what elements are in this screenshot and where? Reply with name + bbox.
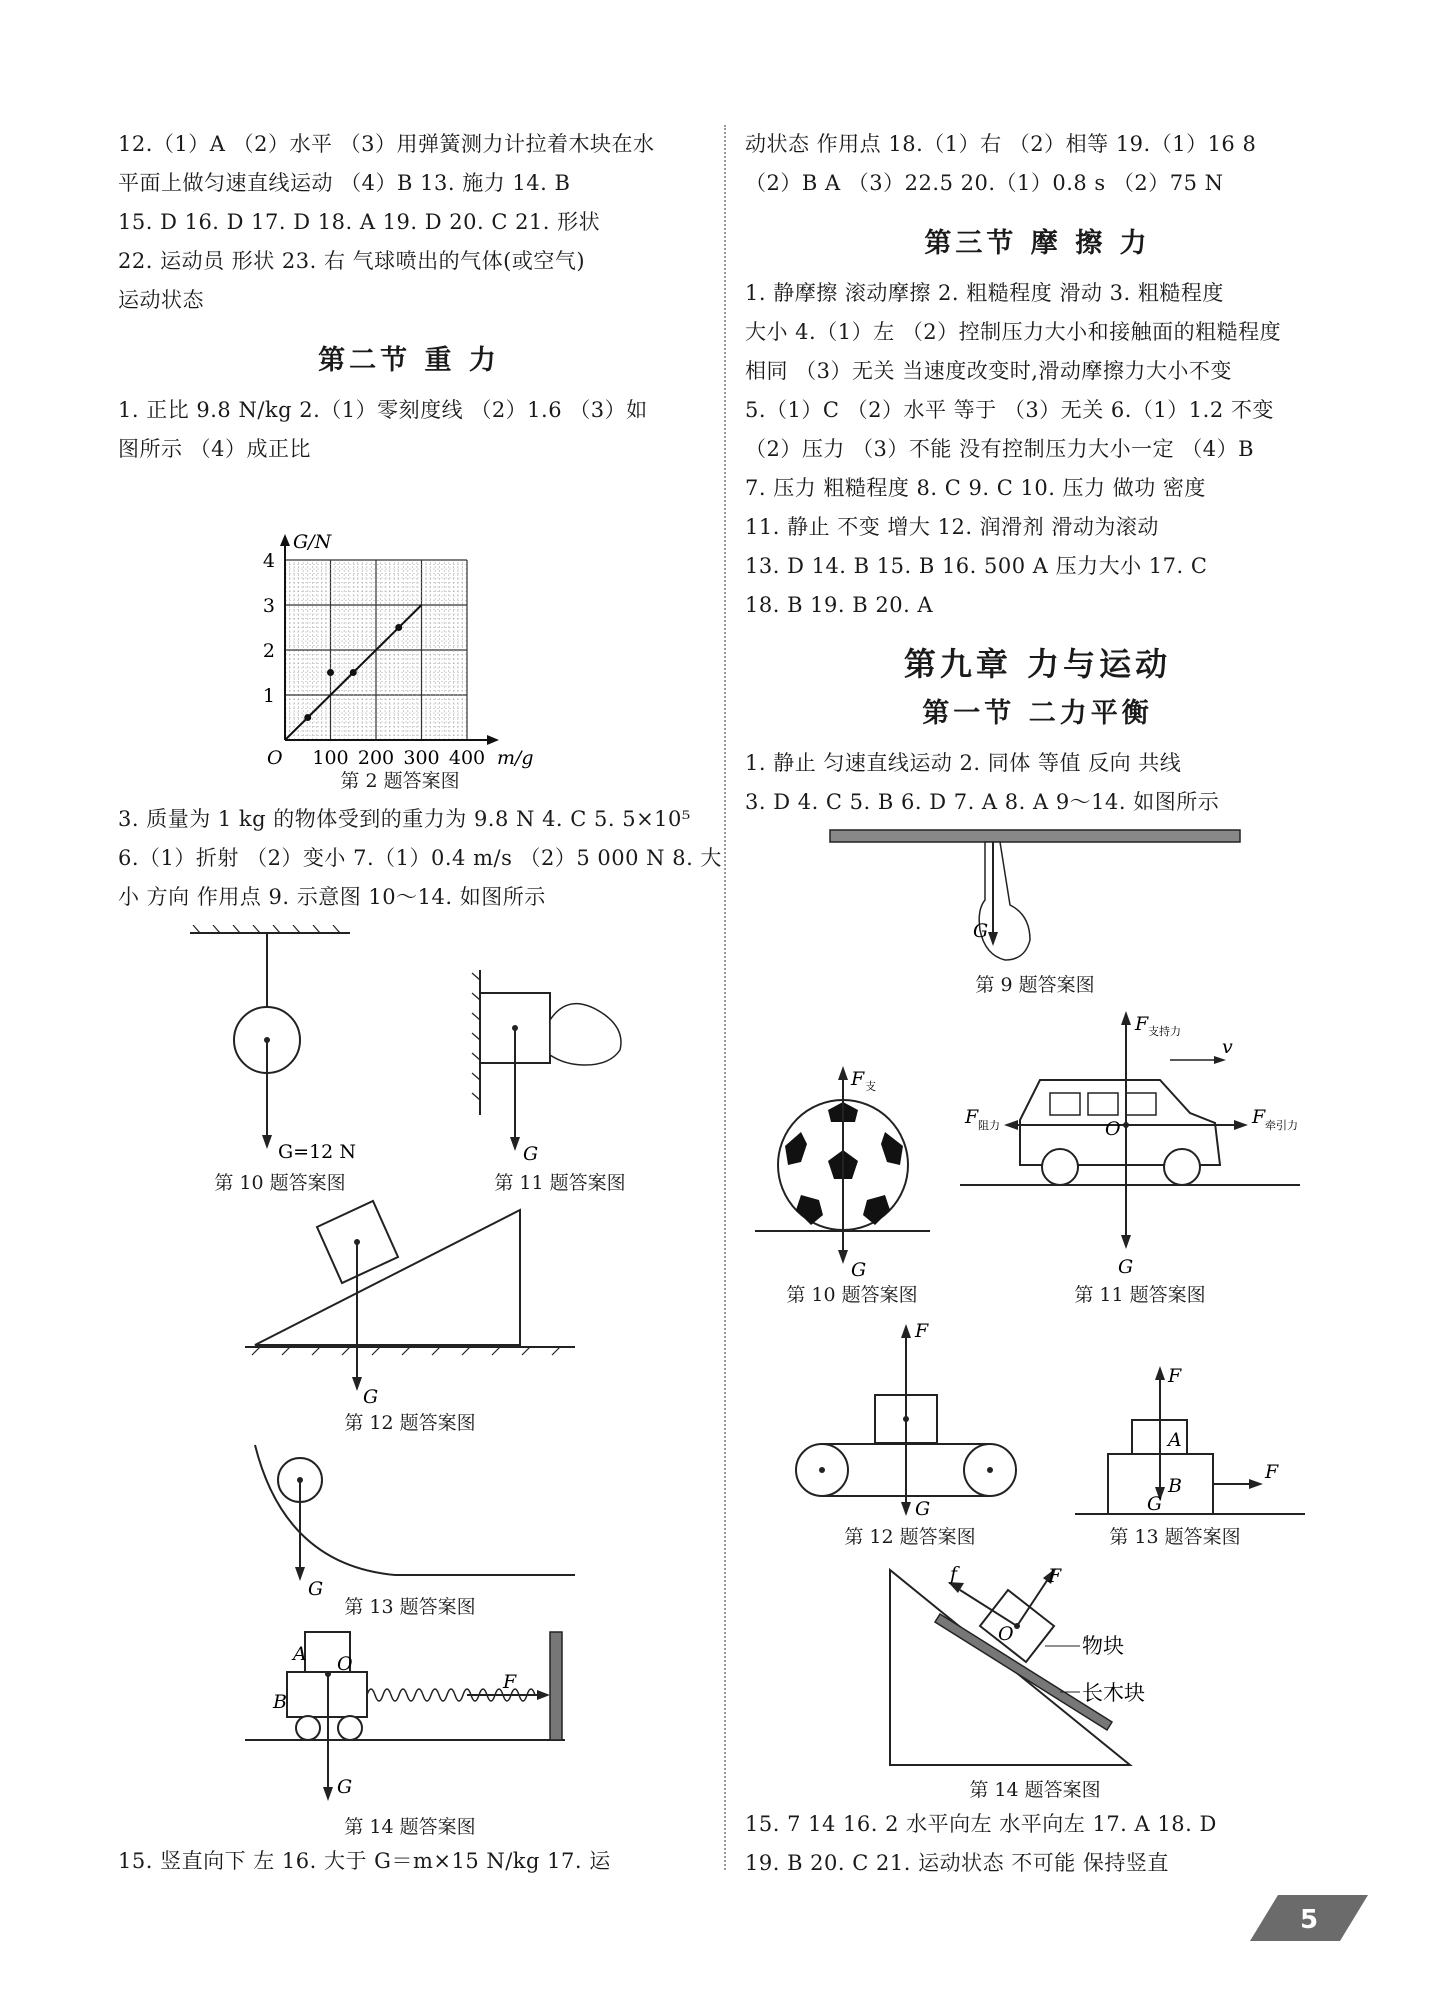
figure-14-block-board-incline [880, 1560, 1210, 1780]
section-heading-balance: 第一节 二力平衡 [922, 698, 1153, 729]
x-axis-label: m/g [497, 747, 534, 769]
answer-line: 6.（1）折射 （2）变小 7.（1）0.4 m/s （2）5 000 N 8. 大 [118, 846, 722, 870]
answer-line: （2）压力 （3）不能 没有控制压力大小一定 （4）B [745, 437, 1255, 461]
right-column-bottom [745, 1805, 1330, 1883]
x-tick-label: 300 [403, 747, 440, 769]
label-sub-support-force: 支持力 [1148, 1025, 1181, 1038]
y-axis-label: G/N [293, 531, 332, 553]
answer-line: 图所示 （4）成正比 [118, 437, 312, 461]
answer-line: 3. 质量为 1 kg 的物体受到的重力为 9.8 N 4. C 5. 5×10⁵ [118, 807, 691, 831]
figure-14-cart-spring [245, 1630, 575, 1820]
answer-line: 小 方向 作用点 9. 示意图 10～14. 如图所示 [118, 885, 546, 909]
label-f: F [1252, 1106, 1266, 1128]
label-g: G [1118, 1256, 1134, 1278]
answer-line: 动状态 作用点 18.（1）右 （2）相等 19.（1）16 8 [745, 132, 1257, 156]
label-sub-resist: 阻力 [978, 1119, 1000, 1132]
label-sub-support: 支 [865, 1080, 876, 1093]
data-point [395, 624, 402, 631]
label-block: 物块 [1082, 1634, 1124, 1658]
label-g: G [851, 1259, 867, 1280]
chart-caption: 第 2 题答案图 [340, 770, 460, 792]
y-tick-label: 2 [262, 640, 275, 662]
label-a: A [1168, 1429, 1182, 1451]
answer-line: 15. 7 14 16. 2 水平向左 水平向左 17. A 18. D [745, 1812, 1217, 1836]
figure-9-finger-board [825, 825, 1245, 970]
label-g: G [1147, 1493, 1163, 1515]
label-g: G [337, 1776, 353, 1798]
label-g: G [523, 1143, 539, 1165]
data-point [350, 669, 357, 676]
answer-line: 1. 静止 匀速直线运动 2. 同体 等值 反向 共线 [745, 751, 1182, 775]
figure-12-conveyor [785, 1315, 1035, 1525]
hand-icon [979, 842, 1030, 960]
left-column-bottom [118, 1842, 700, 1881]
data-point [327, 669, 334, 676]
chapter-heading: 第九章 力与运动 [903, 645, 1172, 683]
figure-10-soccer-ball [755, 1060, 935, 1280]
label-f: F [1265, 1461, 1279, 1483]
label-b: B [273, 1691, 287, 1713]
x-tick-label: 200 [357, 747, 395, 769]
label-f: F [1168, 1365, 1182, 1387]
label-g: G [308, 1578, 324, 1600]
answer-line: 3. D 4. C 5. B 6. D 7. A 8. A 9～14. 如图所示 [745, 790, 1220, 814]
label-sub-traction: 牵引力 [1265, 1119, 1298, 1132]
label-v: v [1222, 1036, 1233, 1058]
figure-11-van [960, 1005, 1320, 1285]
caption-left-12: 第 12 题答案图 [344, 1412, 476, 1434]
caption-left-13: 第 13 题答案图 [344, 1596, 476, 1618]
caption-left-10: 第 10 题答案图 [214, 1172, 346, 1194]
answer-line: （2）B A （3）22.5 20.（1）0.8 s （2）75 N [745, 171, 1224, 195]
answer-line: 相同 （3）无关 当速度改变时,滑动摩擦力大小不变 [745, 359, 1232, 383]
label-f: F [915, 1320, 929, 1342]
answer-line: 大小 4.（1）左 （2）控制压力大小和接触面的粗糙程度 [745, 320, 1282, 344]
data-point [304, 714, 311, 721]
answer-line: 15. D 16. D 17. D 18. A 19. D 20. C 21. 形状 [118, 210, 601, 234]
caption-left-14: 第 14 题答案图 [344, 1816, 476, 1838]
answer-line: 15. 竖直向下 左 16. 大于 G＝m×15 N/kg 17. 运 [118, 1849, 611, 1873]
figure-10-hanging-ball [185, 925, 365, 1175]
right-column [745, 125, 1330, 822]
answer-line: 1. 正比 9.8 N/kg 2.（1）零刻度线 （2）1.6 （3）如 [118, 398, 648, 422]
answer-line: 11. 静止 不变 增大 12. 润滑剂 滑动为滚动 [745, 515, 1159, 539]
caption-right-13: 第 13 题答案图 [1109, 1526, 1241, 1548]
section-heading-friction: 第三节 摩 擦 力 [924, 228, 1151, 259]
answer-line: 19. B 20. C 21. 运动状态 不可能 保持竖直 [745, 1851, 1169, 1875]
caption-right-11: 第 11 题答案图 [1074, 1284, 1206, 1306]
answer-line: 平面上做匀速直线运动 （4）B 13. 施力 14. B [118, 171, 571, 195]
left-column-mid [118, 800, 722, 917]
figure-12-block-incline [245, 1195, 585, 1410]
label-g: G [363, 1386, 379, 1408]
y-tick-label: 4 [262, 550, 275, 572]
caption-right-9: 第 9 题答案图 [975, 974, 1095, 996]
hand-icon [550, 1004, 621, 1065]
label-b: B [1168, 1475, 1182, 1497]
label-g: G [915, 1498, 931, 1520]
answer-line: 22. 运动员 形状 23. 右 气球喷出的气体(或空气) [118, 249, 586, 273]
figure-13-ball-curve [245, 1440, 585, 1600]
column-divider [724, 125, 726, 1870]
answer-line: 7. 压力 粗糙程度 8. C 9. C 10. 压力 做功 密度 [745, 476, 1206, 500]
label-o: O [337, 1653, 353, 1675]
answer-line: 5.（1）C （2）水平 等于 （3）无关 6.（1）1.2 不变 [745, 398, 1274, 422]
figure-13-stacked-blocks [1075, 1360, 1315, 1530]
x-tick-label: 100 [312, 747, 349, 769]
gravity-mass-chart [240, 475, 540, 775]
label-o: O [1105, 1118, 1121, 1140]
answer-line: 运动状态 [118, 288, 204, 312]
caption-right-12: 第 12 题答案图 [844, 1526, 976, 1548]
label-g: G [973, 920, 989, 942]
label-f: F [965, 1106, 979, 1128]
label-a: A [293, 1643, 307, 1665]
caption-left-11: 第 11 题答案图 [494, 1172, 626, 1194]
origin-label: O [267, 747, 283, 769]
answer-line: 12.（1）A （2）水平 （3）用弹簧测力计拉着木块在水 [118, 132, 655, 156]
label-board: 长木块 [1082, 1681, 1145, 1705]
answer-line: 1. 静摩擦 滚动摩擦 2. 粗糙程度 滑动 3. 粗糙程度 [745, 281, 1224, 305]
label-f: F [1135, 1013, 1149, 1035]
left-column [118, 125, 700, 469]
label-f-support: F [851, 1068, 865, 1090]
figure-11-block-wall [460, 965, 640, 1175]
label-o: O [998, 1623, 1014, 1645]
label-f: F [1048, 1565, 1062, 1587]
label-f: F [503, 1671, 517, 1693]
page-number: 5 [1299, 1905, 1319, 1935]
answer-line: 13. D 14. B 15. B 16. 500 A 压力大小 17. C [745, 554, 1208, 578]
answer-line: 18. B 19. B 20. A [745, 593, 934, 617]
y-axis-arrow [280, 534, 290, 546]
label-g12n: G=12 N [278, 1141, 356, 1163]
label-friction: f [950, 1563, 958, 1585]
page-number-badge [1250, 1895, 1368, 1941]
x-tick-label: 400 [448, 747, 486, 769]
y-tick-label: 1 [262, 685, 275, 707]
x-axis-arrow [487, 735, 499, 745]
section-heading-gravity: 第二节 重 力 [318, 345, 500, 376]
caption-right-10: 第 10 题答案图 [786, 1284, 918, 1306]
y-tick-label: 3 [262, 595, 275, 617]
caption-right-14: 第 14 题答案图 [969, 1779, 1101, 1801]
